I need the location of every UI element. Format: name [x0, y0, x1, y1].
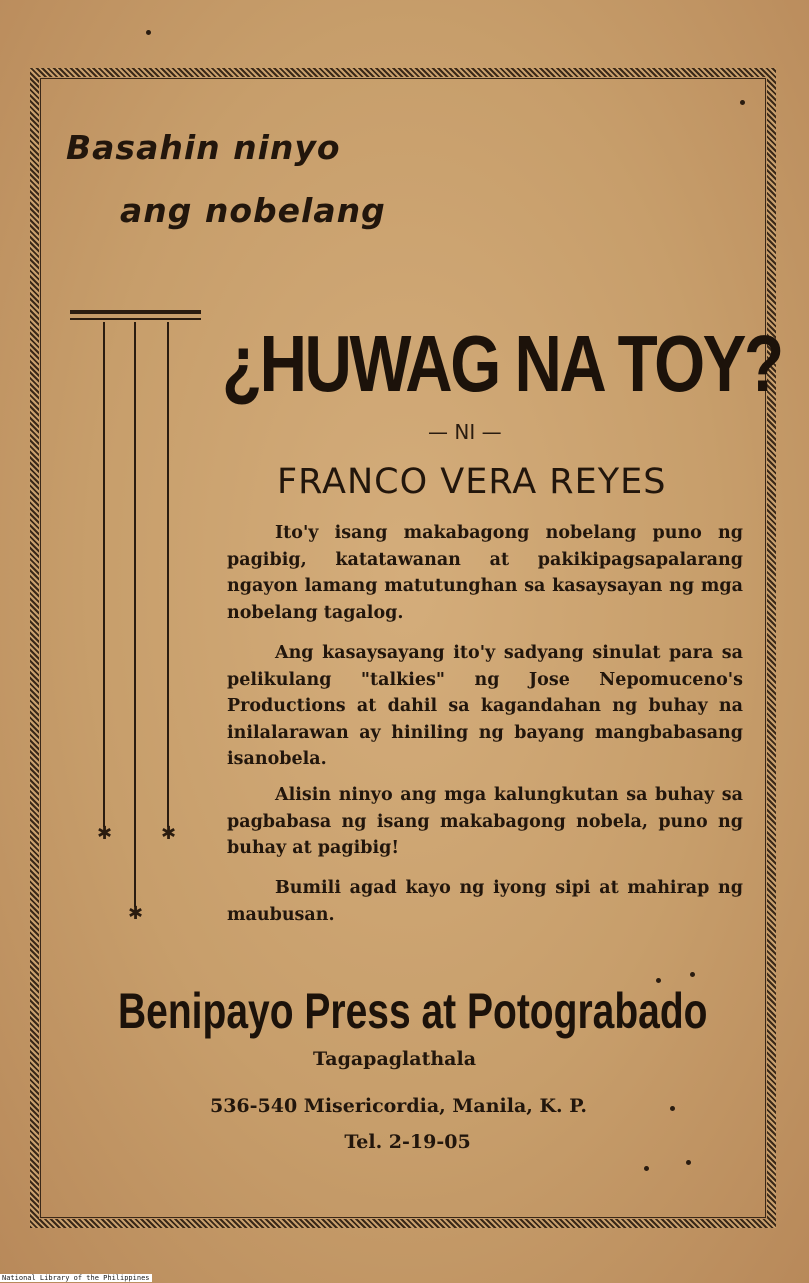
description-paragraph [227, 520, 743, 626]
byline: — NI — [428, 420, 502, 444]
publisher-address: 536-540 Misericordia, Manila, K. P. [209, 1095, 587, 1117]
description-paragraph [227, 875, 743, 928]
publisher-role: Tagapaglathala [312, 1048, 477, 1070]
novel-title: ¿HUWAG NA TOY? [222, 319, 782, 408]
description-paragraph [227, 782, 743, 862]
paper-speck [686, 1160, 691, 1165]
decorative-rule-thin [70, 318, 201, 320]
paragraph-text: Bumili agad kayo ng iyong sipi at mahirap ng maubusan. [227, 878, 743, 925]
tassel-icon: ✱ [128, 903, 144, 924]
author-name: FRANCO VERA REYES [277, 462, 667, 502]
paper-speck [146, 30, 151, 35]
paper-speck [670, 1106, 675, 1111]
decorative-hanging-line [167, 322, 169, 827]
decorative-hanging-line [134, 322, 136, 907]
publisher-telephone: Tel. 2-19-05 [344, 1131, 471, 1153]
paper-speck [740, 100, 745, 105]
decorative-hanging-line [103, 322, 105, 827]
intro-line-1: Basahin ninyo [66, 128, 341, 167]
decorative-rule-thick [70, 310, 201, 314]
paragraph-text: Ito'y isang makabagong nobelang puno ng pagibig, katatawanan at pakikipagsapalarang ngayon lamang matutunghan sa kasaysayan ng mga nobelang tagalog. [227, 523, 743, 623]
tassel-icon: ✱ [97, 823, 113, 844]
paper-speck [656, 978, 661, 983]
paragraph-text: Alisin ninyo ang mga kalungkutan sa buhay sa pagbabasa ng isang makabagong nobela, puno ng buhay at pagibig! [227, 785, 743, 858]
library-credit: National Library of the Philippines [2, 1274, 150, 1282]
paper-speck [644, 1166, 649, 1171]
intro-line-2: ang nobelang [120, 191, 386, 230]
description-paragraph [227, 640, 743, 773]
paragraph-text: Ang kasaysayang ito'y sadyang sinulat para sa pelikulang "talkies" ng Jose Nepomuceno's Productions at dahil sa kagandahan ng buhay na inilalarawan ay hiniling ng bayang mangbabasang isanobela. [227, 643, 743, 769]
tassel-icon: ✱ [161, 823, 177, 844]
paper-speck [690, 972, 695, 977]
publisher-name: Benipayo Press at Potograbado [118, 983, 708, 1039]
